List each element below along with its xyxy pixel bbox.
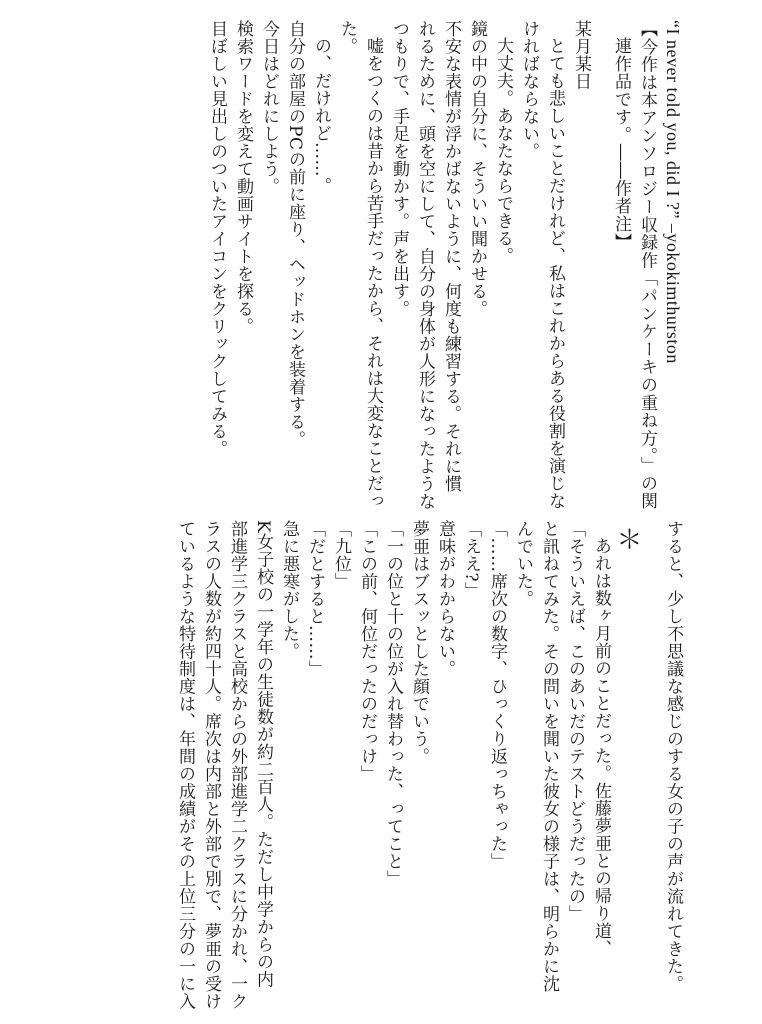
epigraph: “I never told you, did I ?” –yokokimthurston — [663, 20, 683, 364]
paragraph-line: K女子校の一学年の生徒数が約二百人。ただし中学からの内 — [253, 520, 273, 989]
paragraph-line: すると、少し不思議な感じのする女の子の声が流れてきた。 — [663, 520, 683, 993]
dialogue-line: 「九位」 — [331, 520, 351, 590]
paragraph-line: 今日はどれにしよう。 — [259, 20, 279, 195]
paragraph-line: 大丈夫。あなたならできる。 — [493, 37, 513, 265]
paragraph-line: の、だけれど……。 — [311, 37, 331, 195]
dialogue-line: 「この前、何位だったのだっけ」 — [357, 520, 377, 783]
paragraph-line: 検索ワードを変えて動画サイトを探る。 — [233, 20, 253, 335]
paragraph-line: 急に悪寒がした。 — [279, 520, 299, 660]
paragraph-line: とても悲しいことだけれど、私はこれからある役割を演じな — [545, 37, 565, 510]
paragraph-line: ラスの人数が約四十人。席次は内部と外部で別で、夢亜の受け — [201, 520, 221, 1010]
paragraph-line: んでいた。 — [513, 520, 533, 608]
paragraph-line: 鏡の中の自分に、そういい聞かせる。 — [467, 20, 487, 318]
author-note-line: 【今作は本アンソロジー収録作「パンケーキの重ね方。」の関 — [637, 20, 657, 510]
paragraph-line: 夢亜はブスッとした顔でいう。 — [409, 520, 429, 765]
dialogue-line: 「ええ?」 — [461, 520, 481, 600]
paragraph-line: れるために、頭を空にして、自分の身体が人形になったような — [415, 20, 435, 510]
upper-text-block — [0, 20, 762, 520]
dialogue-line: 「だとすると……」 — [305, 520, 325, 678]
paragraph-line: つもりで、手足を動かす。声を出す。 — [389, 20, 409, 318]
paragraph-line: 目ぼしい見出しのついたアイコンをクリックしてみる。 — [207, 20, 227, 458]
paragraph-line: ければならない。 — [519, 20, 539, 160]
paragraph-line: 不安な表情が浮かばないように、何度も練習する。それに慣 — [441, 20, 461, 493]
dialogue-line: 「そういえば、このあいだのテストどうだったの」 — [565, 520, 585, 923]
paragraph-line: と訊ねてみた。その問いを聞いた彼女の様子は、明らかに沈 — [539, 520, 559, 993]
paragraph-line: 部進学三クラスと高校からの外部進学二クラスに分かれ、一ク — [227, 520, 247, 1010]
paragraph-line: 意味がわからない。 — [435, 520, 455, 678]
author-note-line: 連作品です。――作者注】 — [611, 37, 631, 251]
section-break-asterisk: ＊ — [612, 526, 642, 553]
paragraph-line: 嘘をつくのは昔から苦手だったから、それは大変なことだっ — [363, 37, 383, 510]
dialogue-line: 「……席次の数字、ひっくり返っちゃった」 — [487, 520, 507, 870]
paragraph-line: 自分の部屋のPCの前に座り、ヘッドホンを装着する。 — [285, 20, 305, 448]
paragraph-line: た。 — [337, 20, 357, 55]
paragraph-line: ているような特待制度は、年間の成績がその上位三分の一に入 — [175, 520, 195, 1010]
dialogue-line: 「一の位と十の位が入れ替わった、ってこと」 — [383, 520, 403, 888]
lower-text-block — [0, 520, 762, 1010]
date-heading: 某月某日 — [571, 20, 591, 90]
paragraph-line: あれは数ヶ月前のことだった。佐藤夢亜との帰り道、 — [591, 537, 611, 957]
